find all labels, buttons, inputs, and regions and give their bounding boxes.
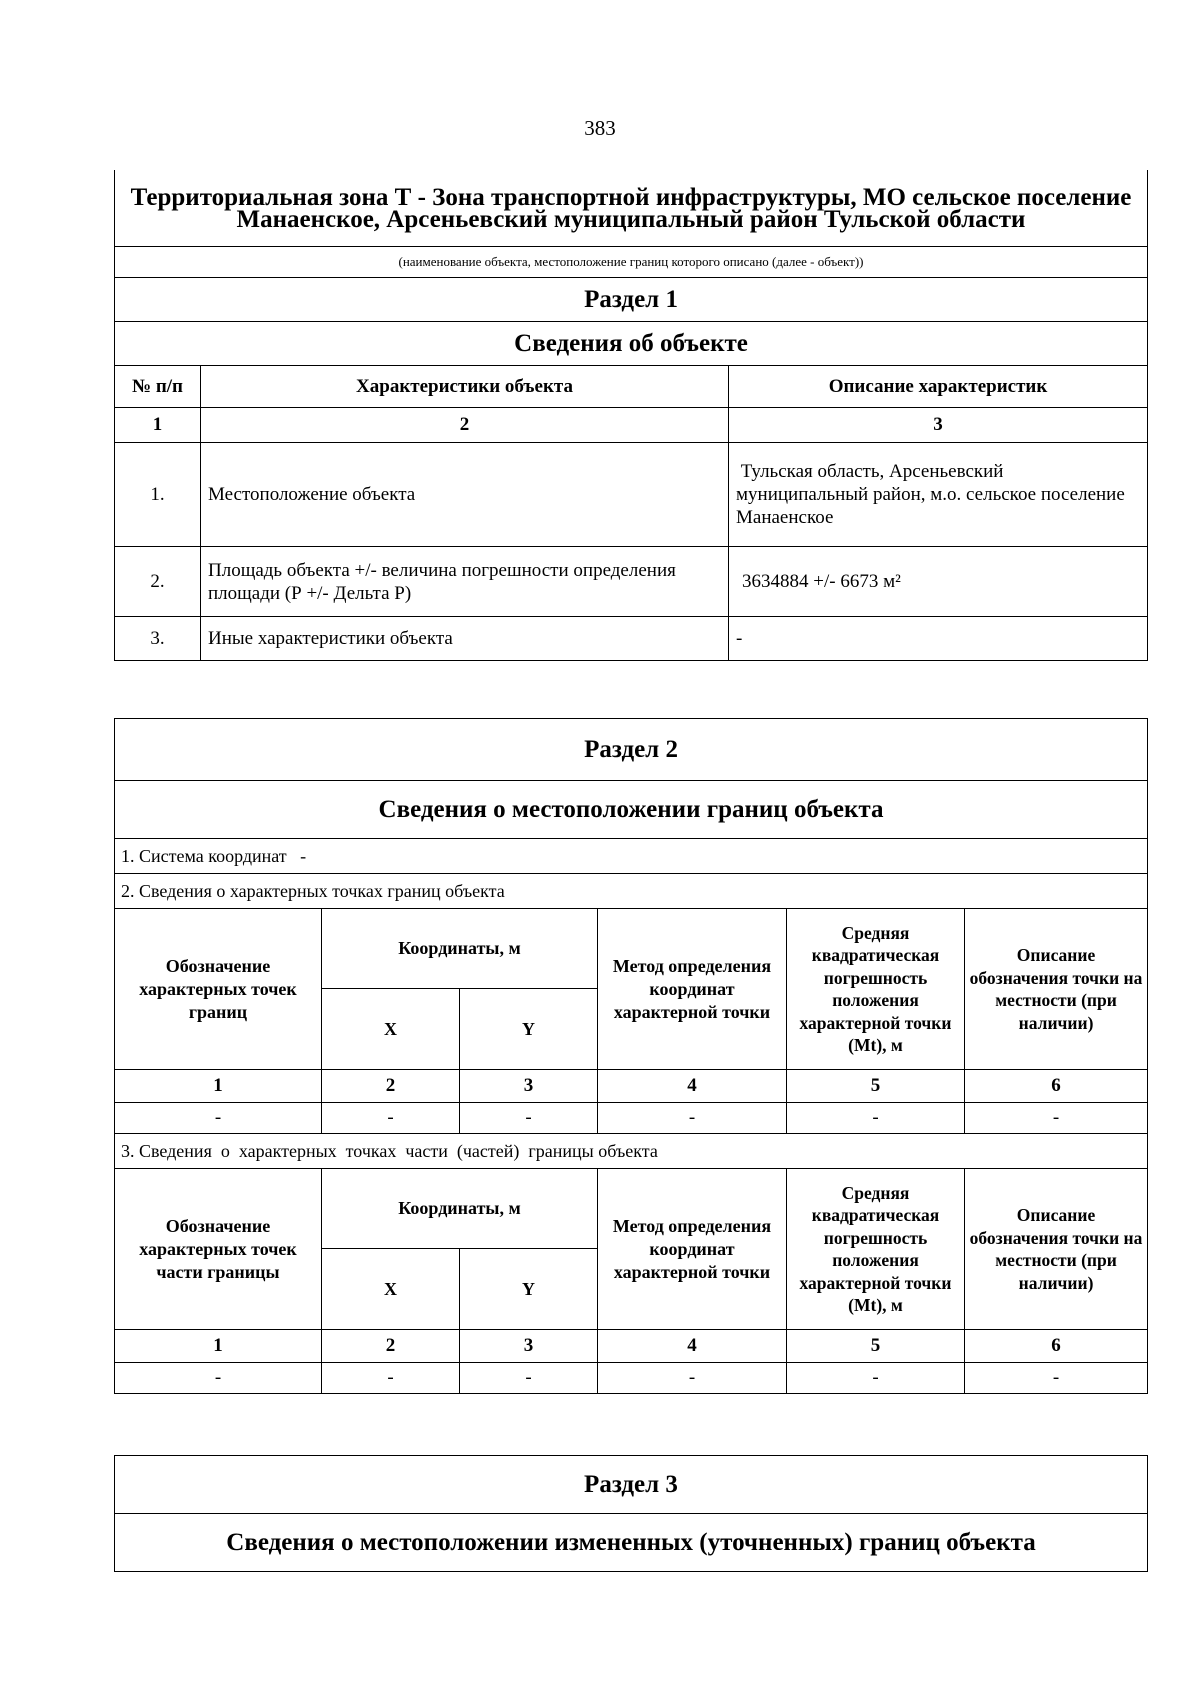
section-3-subheading: Сведения о местоположении измененных (уточненных) границ объекта bbox=[115, 1514, 1148, 1572]
section-2-heading: Раздел 2 bbox=[115, 719, 1148, 781]
header-y: Y bbox=[460, 1249, 598, 1330]
column-number: 3 bbox=[460, 1330, 598, 1363]
section-3-heading: Раздел 3 bbox=[115, 1456, 1148, 1514]
cell-value: - bbox=[787, 1363, 965, 1394]
header-error: Средняя квадратическая погрешность положения характерной точки (Mt), м bbox=[787, 909, 965, 1070]
header-error: Средняя квадратическая погрешность положения характерной точки (Mt), м bbox=[787, 1169, 965, 1330]
column-number: 2 bbox=[201, 408, 729, 443]
row-description: Тульская область, Арсеньевский муниципальный район, м.о. сельское поселение Манаенское bbox=[729, 443, 1148, 547]
row-number: 3. bbox=[115, 617, 201, 661]
section-2-subheading: Сведения о местоположении границ объекта bbox=[115, 781, 1148, 839]
column-number: 2 bbox=[322, 1070, 460, 1103]
column-number: 1 bbox=[115, 1330, 322, 1363]
column-number: 1 bbox=[115, 1070, 322, 1103]
column-header-number: № п/п bbox=[115, 366, 201, 408]
column-header-characteristic: Характеристики объекта bbox=[201, 366, 729, 408]
row-description: - bbox=[729, 617, 1148, 661]
header-y: Y bbox=[460, 989, 598, 1070]
column-number: 6 bbox=[965, 1330, 1148, 1363]
section-1-heading: Раздел 1 bbox=[115, 278, 1148, 322]
column-numbers-row bbox=[115, 1070, 1148, 1103]
column-number: 3 bbox=[460, 1070, 598, 1103]
row-description: 3634884 +/- 6673 м² bbox=[729, 547, 1148, 617]
document-subtitle: (наименование объекта, местоположение границ которого описано (далее - объект)) bbox=[115, 247, 1148, 278]
coordinate-system: 1. Система координат - bbox=[115, 839, 1148, 874]
row-number: 1. bbox=[115, 443, 201, 547]
cell-value: - bbox=[598, 1363, 787, 1394]
column-number: 3 bbox=[729, 408, 1148, 443]
cell-value: - bbox=[965, 1103, 1148, 1134]
header-x: X bbox=[322, 989, 460, 1070]
column-number: 5 bbox=[787, 1330, 965, 1363]
points-title: 2. Сведения о характерных точках границ объекта bbox=[115, 874, 1148, 909]
header-x: X bbox=[322, 1249, 460, 1330]
column-number: 2 bbox=[322, 1330, 460, 1363]
cell-value: - bbox=[460, 1103, 598, 1134]
header-description: Описание обозначения точки на местности (при наличии) bbox=[965, 1169, 1148, 1330]
cell-value: - bbox=[460, 1363, 598, 1394]
cell-value: - bbox=[322, 1103, 460, 1134]
cell-value: - bbox=[598, 1103, 787, 1134]
row-characteristic: Площадь объекта +/- величина погрешности определения площади (Р +/- Дельта Р) bbox=[201, 547, 729, 617]
cell-value: - bbox=[115, 1103, 322, 1134]
section-2-table bbox=[114, 718, 1148, 1394]
section-3-table bbox=[114, 1455, 1148, 1572]
column-header-description: Описание характеристик bbox=[729, 366, 1148, 408]
column-number: 6 bbox=[965, 1070, 1148, 1103]
header-coordinates: Координаты, м bbox=[322, 909, 598, 989]
header-description: Описание обозначения точки на местности (при наличии) bbox=[965, 909, 1148, 1070]
section-1-table bbox=[114, 170, 1148, 661]
table-row bbox=[115, 1363, 1148, 1394]
row-number: 2. bbox=[115, 547, 201, 617]
column-number: 5 bbox=[787, 1070, 965, 1103]
page-number: 383 bbox=[584, 116, 616, 140]
cell-value: - bbox=[322, 1363, 460, 1394]
header-coordinates: Координаты, м bbox=[322, 1169, 598, 1249]
cell-value: - bbox=[787, 1103, 965, 1134]
header-point-designation: Обозначение характерных точек границ bbox=[115, 909, 322, 1070]
cell-value: - bbox=[115, 1363, 322, 1394]
cell-value: - bbox=[965, 1363, 1148, 1394]
column-numbers-row bbox=[115, 1330, 1148, 1363]
document-title: Территориальная зона Т - Зона транспортной инфраструктуры, МО сельское поселение Манаенское, Арсеньевский муниципальный район Тульской области bbox=[115, 170, 1148, 247]
table-row bbox=[115, 1103, 1148, 1134]
header-method: Метод определения координат характерной точки bbox=[598, 1169, 787, 1330]
parts-title: 3. Сведения о характерных точках части (частей) границы объекта bbox=[115, 1134, 1148, 1169]
table-row bbox=[115, 443, 1148, 547]
table-row bbox=[115, 617, 1148, 661]
header-method: Метод определения координат характерной точки bbox=[598, 909, 787, 1070]
row-characteristic: Местоположение объекта bbox=[201, 443, 729, 547]
table-row bbox=[115, 547, 1148, 617]
row-characteristic: Иные характеристики объекта bbox=[201, 617, 729, 661]
column-number: 4 bbox=[598, 1070, 787, 1103]
section-1-subheading: Сведения об объекте bbox=[115, 322, 1148, 366]
header-point-designation: Обозначение характерных точек части границы bbox=[115, 1169, 322, 1330]
column-number: 4 bbox=[598, 1330, 787, 1363]
column-number: 1 bbox=[115, 408, 201, 443]
